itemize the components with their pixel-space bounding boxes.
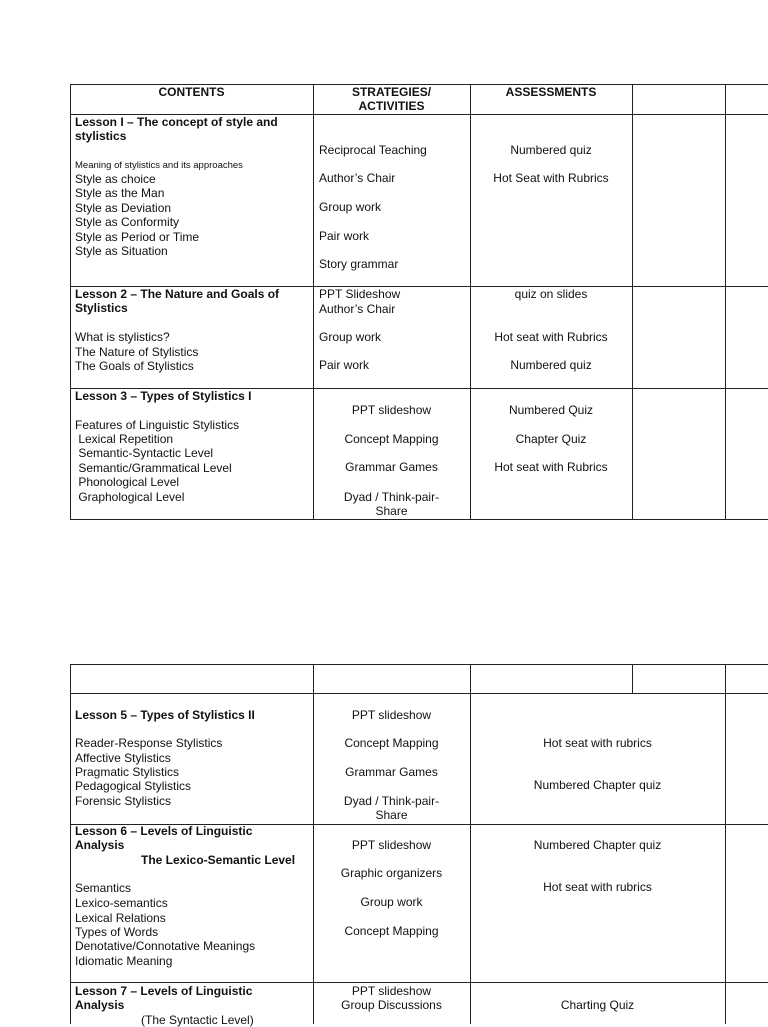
lesson-title: Lesson 2 – The Nature and Goals of Stylistics (75, 287, 280, 316)
lesson-title: Lesson 6 – Levels of Linguistic Analysis (75, 824, 253, 853)
table-border (70, 982, 768, 983)
strategy-item: Dyad / Think-pair- Share (343, 794, 440, 823)
table-border (70, 664, 768, 665)
strategy-item: Story grammar (319, 257, 399, 271)
table-border (70, 664, 71, 1024)
lesson-subtitle: (The Syntactic Level) (141, 1013, 254, 1027)
strategy-item: Reciprocal Teaching (319, 143, 427, 157)
strategy-item: Concept Mapping (344, 924, 439, 938)
assessment-item: Hot seat with Rubrics (494, 330, 608, 344)
topic-item: Semantics (75, 881, 132, 895)
lesson-subtitle: Meaning of stylistics and its approaches (75, 160, 243, 171)
topic-item: Graphological Level (75, 490, 185, 504)
strategy-item: Group work (360, 895, 423, 909)
topic-item: Style as Deviation (75, 201, 172, 215)
column-header-contents: CONTENTS (158, 85, 225, 99)
lesson-subtitle: The Lexico-Semantic Level (141, 853, 296, 867)
strategy-item: PPT slideshow (351, 708, 432, 722)
table-border (725, 84, 726, 520)
topic-item: Semantic-Syntactic Level (75, 446, 214, 460)
strategy-item: Concept Mapping (344, 432, 439, 446)
topic-item: Idiomatic Meaning (75, 954, 173, 968)
topic-item: Style as choice (75, 172, 156, 186)
strategy-item: Concept Mapping (344, 736, 439, 750)
table-border (70, 84, 71, 520)
table-border (70, 519, 768, 520)
table-border (632, 664, 633, 694)
topic-item: Pedagogical Stylistics (75, 779, 192, 793)
assessment-item: Numbered Chapter quiz (533, 838, 662, 852)
topic-item: What is stylistics? (75, 330, 170, 344)
assessment-item: Numbered quiz (510, 358, 592, 372)
strategy-item: Grammar Games (345, 460, 438, 474)
lesson-title: Lesson 7 – Levels of Linguistic Analysis (75, 984, 253, 1013)
topic-item: Reader-Response Stylistics (75, 736, 223, 750)
assessment-item: Hot seat with Rubrics (494, 460, 608, 474)
strategy-item: Group Discussions (341, 998, 442, 1012)
topic-item: Lexical Repetition (75, 432, 174, 446)
topic-item: The Nature of Stylistics (75, 345, 199, 359)
strategy-item: Graphic organizers (340, 866, 443, 880)
strategy-item: Pair work (319, 358, 370, 372)
topic-item: Phonological Level (75, 475, 180, 489)
topic-item: The Goals of Stylistics (75, 359, 194, 373)
strategy-item: PPT slideshow (351, 403, 432, 417)
topic-item: Style as the Man (75, 186, 165, 200)
topic-item: Denotative/Connotative Meanings (75, 939, 256, 953)
topic-item: Features of Linguistic Stylistics (75, 418, 240, 432)
assessment-item: Hot seat with rubrics (543, 736, 652, 750)
topic-item: Lexical Relations (75, 911, 166, 925)
assessment-item: Chapter Quiz (515, 432, 587, 446)
column-header-assessments: ASSESSMENTS (505, 85, 597, 99)
topic-item: Pragmatic Stylistics (75, 765, 180, 779)
column-header-strategies: STRATEGIES/ ACTIVITIES (351, 85, 432, 113)
topic-item: Lexico-semantics (75, 896, 168, 910)
assessment-item: Charting Quiz (560, 998, 635, 1012)
assessment-item: Hot Seat with Rubrics (493, 171, 609, 185)
strategy-item: Dyad / Think-pair- Share (343, 490, 440, 519)
topic-item: Forensic Stylistics (75, 794, 172, 808)
lesson-title: Lesson 3 – Types of Stylistics I (75, 389, 252, 403)
strategy-item: Grammar Games (345, 765, 438, 779)
strategy-item: PPT Slideshow (319, 287, 401, 301)
topic-item: Style as Period or Time (75, 230, 200, 244)
strategy-item: Pair work (319, 229, 370, 243)
table-border (70, 693, 768, 694)
strategy-item: Author’s Chair (319, 302, 396, 316)
table-border (313, 84, 314, 520)
assessment-item: Numbered Chapter quiz (533, 778, 662, 792)
topic-item: Semantic/Grammatical Level (75, 461, 232, 475)
topic-item: Affective Stylistics (75, 751, 171, 765)
table-border (632, 84, 633, 520)
assessment-item: Numbered quiz (510, 143, 592, 157)
topic-item: Types of Words (75, 925, 159, 939)
strategy-item: PPT slideshow (351, 838, 432, 852)
strategy-item: Group work (319, 200, 382, 214)
assessment-item: Hot seat with rubrics (543, 880, 652, 894)
lesson-title: Lesson 5 – Types of Stylistics II (75, 708, 255, 722)
strategy-item: Group work (319, 330, 382, 344)
strategy-item: Author’s Chair (319, 171, 396, 185)
topic-item: Style as Situation (75, 244, 168, 258)
strategy-item: PPT slideshow (351, 984, 432, 998)
topic-item: Style as Conformity (75, 215, 180, 229)
assessment-item: Numbered Quiz (508, 403, 594, 417)
assessment-item: quiz on slides (514, 287, 588, 301)
table-border (725, 664, 726, 1024)
lesson-title: Lesson I – The concept of style and stylistics (75, 115, 278, 144)
